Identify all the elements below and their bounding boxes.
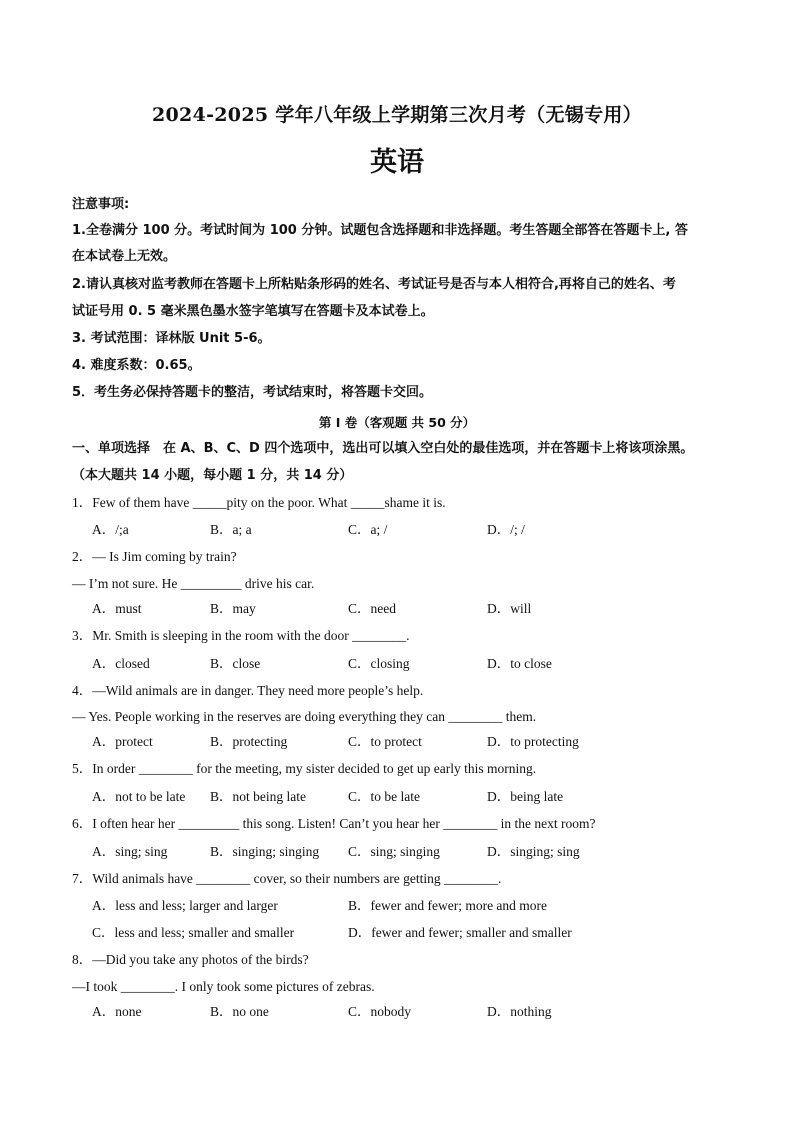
question-stem: 1．Few of them have _____pity on the poor. What _____shame it is. <box>72 495 446 510</box>
question-stem: 3．Mr. Smith is sleeping in the room with the door ________. <box>72 628 410 643</box>
question-stem: 8．—Did you take any photos of the birds? <box>72 952 309 967</box>
option-d: D．being late <box>487 789 564 804</box>
section-note: （本大题共 14 小题，每小题 1 分，共 14 分） <box>72 468 353 483</box>
option-b: B．no one <box>210 1004 269 1019</box>
option-a: A．/;a <box>92 522 129 537</box>
option-a: A．not to be late <box>92 789 186 804</box>
question-stem: 5．In order ________ for the meeting, my sister decided to get up early this morning. <box>72 761 537 776</box>
question-stem: 6．I often hear her _________ this song. Listen! Can’t you hear her ________ in the next room? <box>72 816 596 831</box>
notice-heading: 注意事项: <box>72 197 130 212</box>
question-stem: —I took ________. I only took some pictures of zebras. <box>72 979 375 994</box>
option-c: C．a; / <box>348 522 388 537</box>
option-a: A．must <box>92 601 142 616</box>
option-c: C．to be late <box>348 789 420 804</box>
option-d: D．nothing <box>487 1004 552 1019</box>
notice-item: 1.全卷满分 100 分。考试时间为 100 分钟。试题包含选择题和非选择题。考生答题全部答在答题卡上, 答 <box>72 223 688 238</box>
option-a: A．closed <box>92 656 150 671</box>
option-a: A．protect <box>92 734 153 749</box>
option-b: B．not being late <box>210 789 306 804</box>
option-b: B．protecting <box>210 734 288 749</box>
option-b: B．close <box>210 656 261 671</box>
option-d: D．to close <box>487 656 552 671</box>
option-a: A．less and less; larger and larger <box>92 898 278 913</box>
notice-item: 4. 难度系数：0.65。 <box>72 358 201 373</box>
notice-item: 5．考生务必保持答题卡的整洁，考试结束时，将答题卡交回。 <box>72 385 433 400</box>
option-b: B．fewer and fewer; more and more <box>348 898 548 913</box>
option-d: D．singing; sing <box>487 844 580 859</box>
notice-item: 3. 考试范围：译林版 Unit 5-6。 <box>72 331 271 346</box>
question-stem: 4．—Wild animals are in danger. They need more people’s help. <box>72 683 424 698</box>
notice-item: 2.请认真核对监考教师在答题卡上所粘贴条形码的姓名、考试证号是否与本人相符合,再将自己的姓名、考 <box>72 277 676 292</box>
option-c: C．to protect <box>348 734 422 749</box>
option-a: A．none <box>92 1004 142 1019</box>
question-stem: 7．Wild animals have ________ cover, so their numbers are getting ________. <box>72 871 502 886</box>
option-c: C．less and less; smaller and smaller <box>92 925 295 940</box>
option-d: D．/; / <box>487 522 525 537</box>
option-c: C．sing; singing <box>348 844 440 859</box>
option-b: B．a; a <box>210 522 252 537</box>
question-stem: — Yes. People working in the reserves are doing everything they can ________ them. <box>72 709 537 724</box>
exam-title: 2024-2025 学年八年级上学期第三次月考（无锡专用） <box>152 104 642 126</box>
option-c: C．need <box>348 601 396 616</box>
section-title: 一、单项选择 在 A、B、C、D 四个选项中，选出可以填入空白处的最佳选项，并在答题卡上将该项涂黑。 <box>72 441 694 456</box>
part-heading: 第 I 卷（客观题 共 50 分） <box>318 415 476 430</box>
notice-item: 在本试卷上无效。 <box>72 249 177 264</box>
option-d: D．fewer and fewer; smaller and smaller <box>348 925 572 940</box>
option-a: A．sing; sing <box>92 844 168 859</box>
option-b: B．may <box>210 601 256 616</box>
option-c: C．closing <box>348 656 410 671</box>
question-stem: 2．— Is Jim coming by train? <box>72 549 237 564</box>
question-stem: — I’m not sure. He _________ drive his car. <box>72 576 315 591</box>
exam-subject: 英语 <box>370 147 424 178</box>
notice-item: 试证号用 0. 5 毫米黑色墨水签字笔填写在答题卡及本试卷上。 <box>72 304 434 319</box>
option-c: C．nobody <box>348 1004 412 1019</box>
option-b: B．singing; singing <box>210 844 320 859</box>
option-d: D．to protecting <box>487 734 579 749</box>
option-d: D．will <box>487 601 532 616</box>
